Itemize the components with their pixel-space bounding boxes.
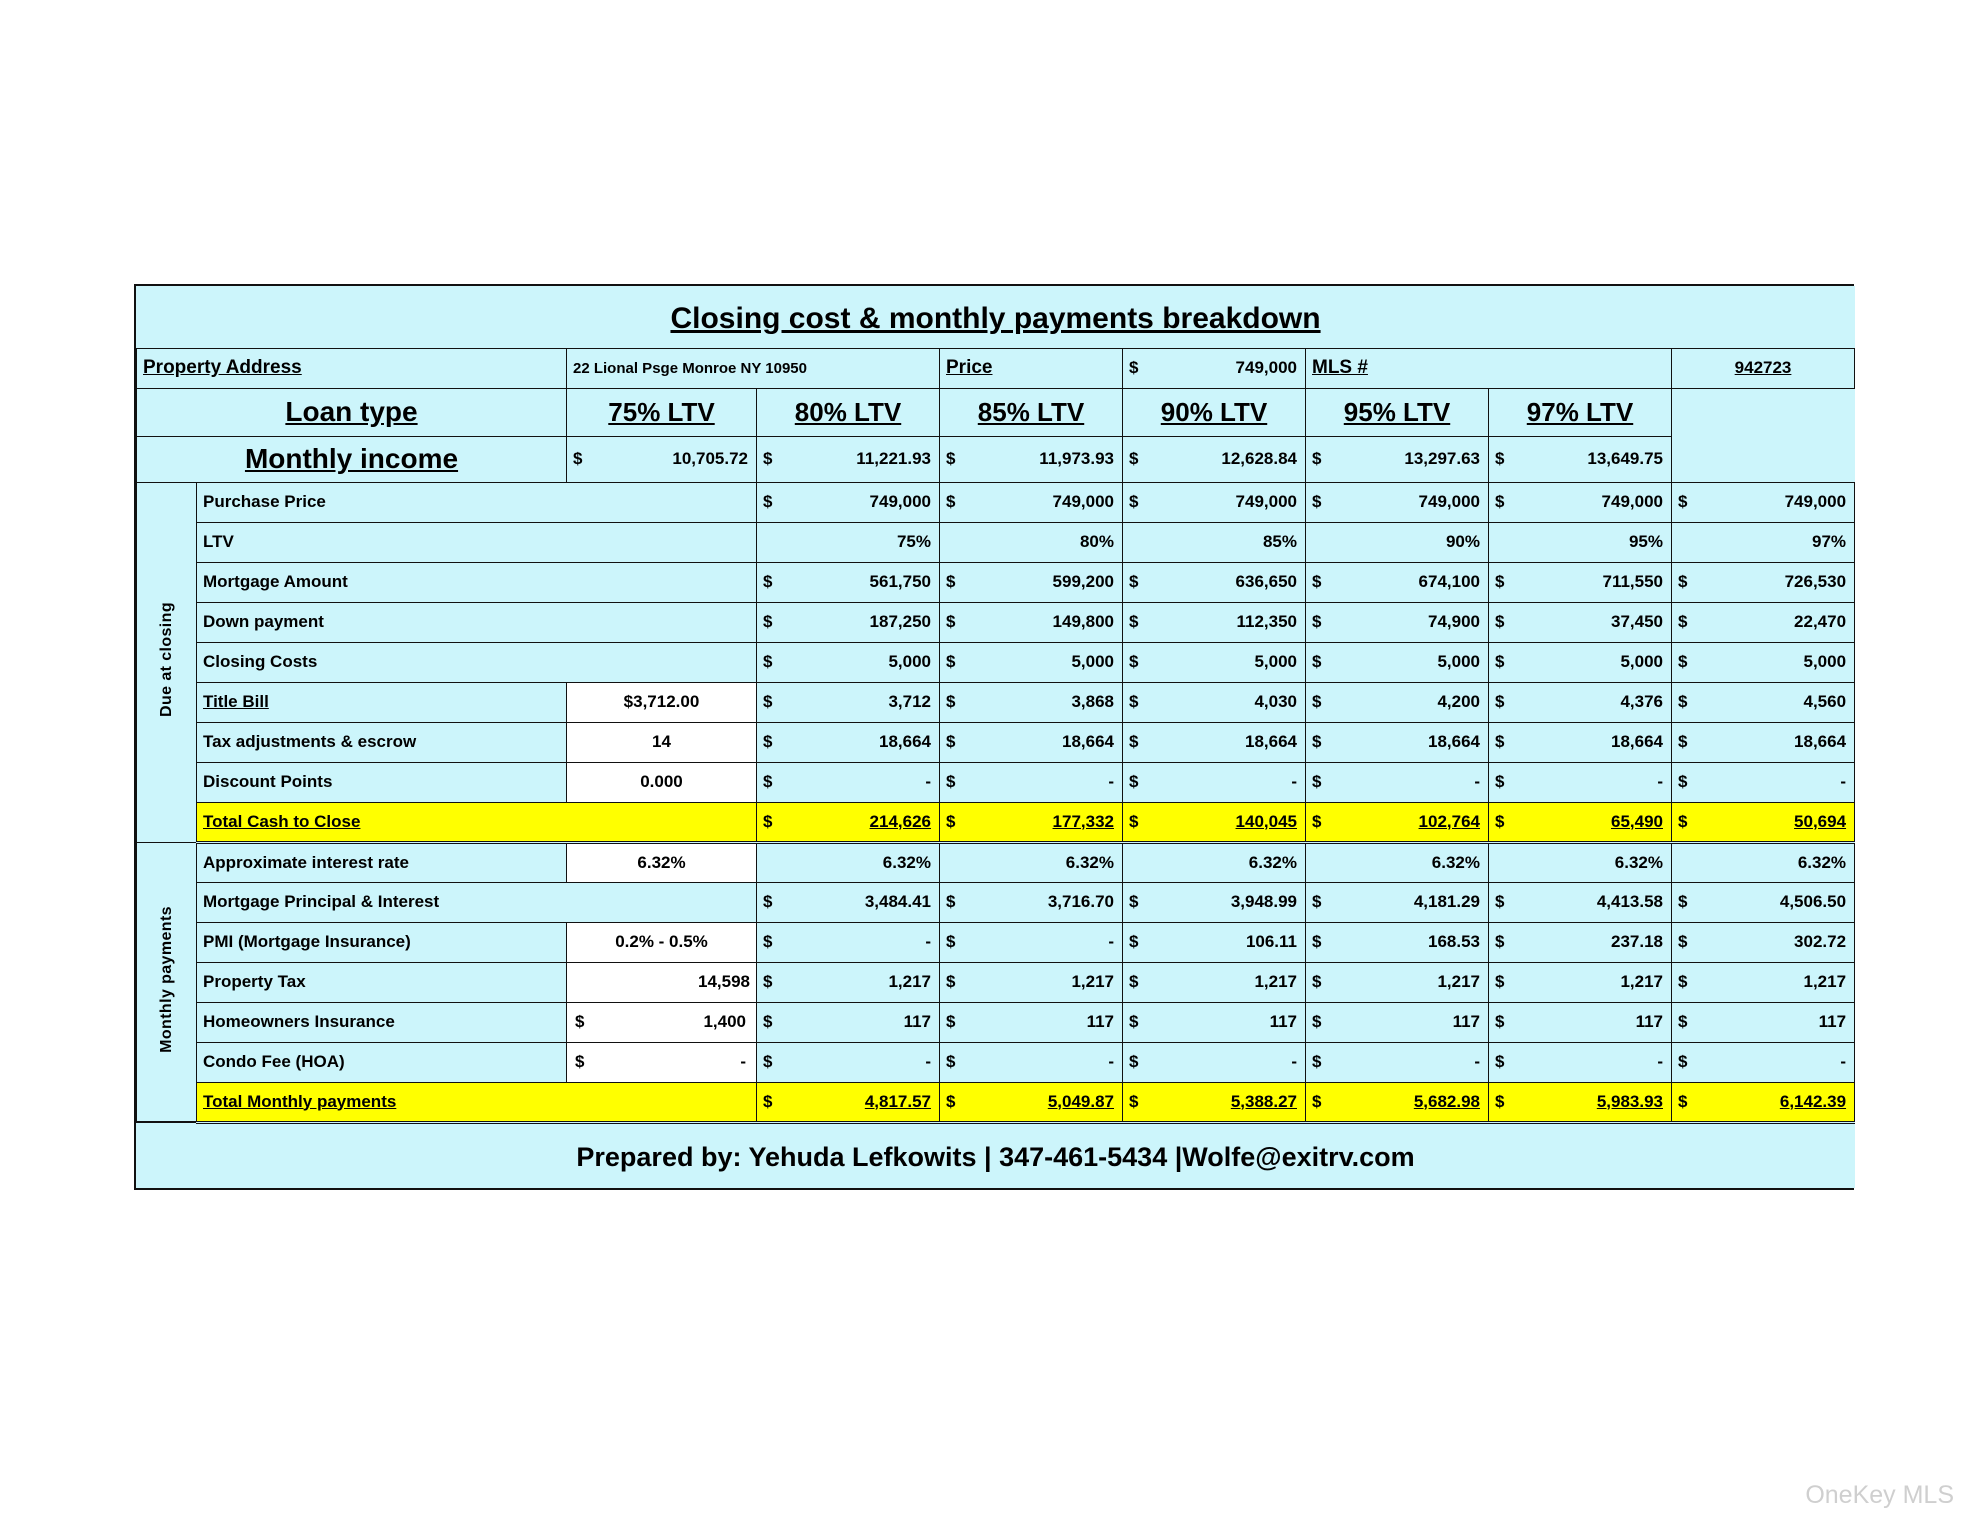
cell-condo-fee-75: $ - (757, 1042, 940, 1082)
cell-purchase-price-95: $ 749,000 (1489, 482, 1672, 522)
cell-property-tax-90: $ 1,217 (1306, 962, 1489, 1002)
row-label-total-cash-to-close: Total Cash to Close (197, 802, 757, 842)
monthly-income-85: $ 11,973.93 (940, 436, 1123, 482)
input-interest-rate[interactable]: 6.32% (567, 842, 757, 882)
property-address-label: Property Address (137, 348, 567, 388)
cell-total-cash-97: $ 50,694 (1672, 802, 1855, 842)
table-row (137, 682, 1855, 722)
table-row (137, 922, 1855, 962)
cell-principal-interest-90: $ 4,181.29 (1306, 882, 1489, 922)
cell-ltv-80: 80% (940, 522, 1123, 562)
monthly-income-97: $ 13,649.75 (1489, 436, 1672, 482)
row-label-discount-points: Discount Points (197, 762, 567, 802)
cell-ltv-75: 75% (757, 522, 940, 562)
cell-homeowners-insurance-97: $ 117 (1672, 1002, 1855, 1042)
column-header-95: 95% LTV (1306, 388, 1489, 436)
column-header-85: 85% LTV (940, 388, 1123, 436)
loan-type-label: Loan type (137, 388, 567, 436)
cell-discount-points-85: $ - (1123, 762, 1306, 802)
property-address-value: 22 Lional Psge Monroe NY 10950 (567, 348, 940, 388)
cell-mortgage-amount-85: $ 636,650 (1123, 562, 1306, 602)
cell-total-monthly-85: $ 5,388.27 (1123, 1082, 1306, 1122)
table-row (137, 1042, 1855, 1082)
cell-pmi-75: $ - (757, 922, 940, 962)
cell-mortgage-amount-80: $ 599,200 (940, 562, 1123, 602)
breakdown-table (136, 286, 1855, 1188)
cell-pmi-90: $ 168.53 (1306, 922, 1489, 962)
cell-purchase-price-90: $ 749,000 (1306, 482, 1489, 522)
table-row (137, 842, 1855, 882)
table-row (137, 642, 1855, 682)
row-label-down-payment: Down payment (197, 602, 757, 642)
row-label-title-bill[interactable]: Title Bill (197, 682, 567, 722)
cell-total-monthly-97: $ 6,142.39 (1672, 1082, 1855, 1122)
cell-closing-costs-90: $ 5,000 (1306, 642, 1489, 682)
input-tax-adjustments[interactable]: 14 (567, 722, 757, 762)
cell-down-payment-75: $ 187,250 (757, 602, 940, 642)
row-label-ltv: LTV (197, 522, 757, 562)
cell-tax-adjustments-75: $ 18,664 (757, 722, 940, 762)
cell-principal-interest-80: $ 3,716.70 (940, 882, 1123, 922)
cell-tax-adjustments-97: $ 18,664 (1672, 722, 1855, 762)
cell-total-cash-95: $ 65,490 (1489, 802, 1672, 842)
due-at-closing-caption: Due at closing (137, 482, 197, 842)
loan-type-row (137, 388, 1855, 436)
monthly-payments-caption: Monthly payments (137, 842, 197, 1122)
cell-property-tax-80: $ 1,217 (940, 962, 1123, 1002)
monthly-income-95: $ 13,297.63 (1306, 436, 1489, 482)
cell-ltv-95: 95% (1489, 522, 1672, 562)
cell-pmi-97: $ 302.72 (1672, 922, 1855, 962)
cell-title-bill-80: $ 3,868 (940, 682, 1123, 722)
row-label-total-monthly: Total Monthly payments (197, 1082, 757, 1122)
price-value: $ 749,000 (1123, 348, 1306, 388)
cell-mortgage-amount-75: $ 561,750 (757, 562, 940, 602)
cell-property-tax-97: $ 1,217 (1672, 962, 1855, 1002)
cell-total-monthly-80: $ 5,049.87 (940, 1082, 1123, 1122)
title-row (137, 286, 1855, 348)
cell-tax-adjustments-95: $ 18,664 (1489, 722, 1672, 762)
table-row (137, 762, 1855, 802)
cell-closing-costs-80: $ 5,000 (940, 642, 1123, 682)
cell-principal-interest-75: $ 3,484.41 (757, 882, 940, 922)
cell-property-tax-75: $ 1,217 (757, 962, 940, 1002)
input-pmi-range[interactable]: 0.2% - 0.5% (567, 922, 757, 962)
cell-purchase-price-85: $ 749,000 (1123, 482, 1306, 522)
cell-title-bill-97: $ 4,560 (1672, 682, 1855, 722)
cell-property-tax-85: $ 1,217 (1123, 962, 1306, 1002)
cell-total-cash-75: $ 214,626 (757, 802, 940, 842)
table-row (137, 722, 1855, 762)
row-label-property-tax: Property Tax (197, 962, 567, 1002)
cell-discount-points-75: $ - (757, 762, 940, 802)
cell-total-cash-90: $ 102,764 (1306, 802, 1489, 842)
cell-ltv-85: 85% (1123, 522, 1306, 562)
cell-homeowners-insurance-90: $ 117 (1306, 1002, 1489, 1042)
row-label-purchase-price: Purchase Price (197, 482, 757, 522)
column-header-90: 90% LTV (1123, 388, 1306, 436)
cell-closing-costs-97: $ 5,000 (1672, 642, 1855, 682)
cell-ltv-97: 97% (1672, 522, 1855, 562)
watermark: OneKey MLS (1805, 1481, 1954, 1509)
total-monthly-payments-row (137, 1082, 1855, 1122)
cell-discount-points-90: $ - (1306, 762, 1489, 802)
row-label-homeowners-insurance: Homeowners Insurance (197, 1002, 567, 1042)
total-cash-to-close-row (137, 802, 1855, 842)
cell-purchase-price-97: $ 749,000 (1672, 482, 1855, 522)
cell-pmi-80: $ - (940, 922, 1123, 962)
cell-condo-fee-80: $ - (940, 1042, 1123, 1082)
cell-homeowners-insurance-75: $ 117 (757, 1002, 940, 1042)
cell-pmi-95: $ 237.18 (1489, 922, 1672, 962)
cell-down-payment-95: $ 37,450 (1489, 602, 1672, 642)
document-title: Closing cost & monthly payments breakdown (137, 286, 1855, 348)
price-label: Price (940, 348, 1123, 388)
row-label-mortgage-amount: Mortgage Amount (197, 562, 757, 602)
monthly-income-75: $ 10,705.72 (567, 436, 757, 482)
cell-closing-costs-75: $ 5,000 (757, 642, 940, 682)
table-row (137, 882, 1855, 922)
cell-property-tax-95: $ 1,217 (1489, 962, 1672, 1002)
closing-cost-sheet (134, 284, 1854, 1190)
cell-condo-fee-85: $ - (1123, 1042, 1306, 1082)
row-label-principal-interest: Mortgage Principal & Interest (197, 882, 757, 922)
cell-interest-rate-97: 6.32% (1672, 842, 1855, 882)
row-label-interest-rate: Approximate interest rate (197, 842, 567, 882)
table-row (137, 602, 1855, 642)
cell-principal-interest-85: $ 3,948.99 (1123, 882, 1306, 922)
cell-mortgage-amount-95: $ 711,550 (1489, 562, 1672, 602)
cell-interest-rate-75: 6.32% (757, 842, 940, 882)
row-label-tax-adjustments: Tax adjustments & escrow (197, 722, 567, 762)
cell-discount-points-80: $ - (940, 762, 1123, 802)
cell-mortgage-amount-97: $ 726,530 (1672, 562, 1855, 602)
cell-title-bill-85: $ 4,030 (1123, 682, 1306, 722)
cell-principal-interest-97: $ 4,506.50 (1672, 882, 1855, 922)
monthly-income-label: Monthly income (137, 436, 567, 482)
cell-down-payment-85: $ 112,350 (1123, 602, 1306, 642)
cell-condo-fee-95: $ - (1489, 1042, 1672, 1082)
cell-total-monthly-95: $ 5,983.93 (1489, 1082, 1672, 1122)
cell-principal-interest-95: $ 4,413.58 (1489, 882, 1672, 922)
row-label-closing-costs: Closing Costs (197, 642, 757, 682)
cell-total-cash-80: $ 177,332 (940, 802, 1123, 842)
monthly-income-90: $ 12,628.84 (1123, 436, 1306, 482)
table-row (137, 562, 1855, 602)
cell-condo-fee-90: $ - (1306, 1042, 1489, 1082)
cell-mortgage-amount-90: $ 674,100 (1306, 562, 1489, 602)
input-property-tax-annual[interactable]: 14,598 (567, 962, 757, 1002)
table-row (137, 1002, 1855, 1042)
cell-discount-points-95: $ - (1489, 762, 1672, 802)
cell-homeowners-insurance-85: $ 117 (1123, 1002, 1306, 1042)
column-header-75: 75% LTV (567, 388, 757, 436)
property-header-row (137, 348, 1855, 388)
footer-row (137, 1122, 1855, 1188)
cell-homeowners-insurance-95: $ 117 (1489, 1002, 1672, 1042)
cell-down-payment-90: $ 74,900 (1306, 602, 1489, 642)
input-discount-points[interactable]: 0.000 (567, 762, 757, 802)
input-title-bill[interactable]: $3,712.00 (567, 682, 757, 722)
cell-interest-rate-80: 6.32% (940, 842, 1123, 882)
cell-ltv-90: 90% (1306, 522, 1489, 562)
input-homeowners-insurance[interactable]: $ 1,400 (567, 1002, 757, 1042)
prepared-by-footer: Prepared by: Yehuda Lefkowits | 347-461-5434 |Wolfe@exitrv.com (137, 1122, 1855, 1188)
column-header-80: 80% LTV (757, 388, 940, 436)
cell-purchase-price-75: $ 749,000 (757, 482, 940, 522)
cell-tax-adjustments-85: $ 18,664 (1123, 722, 1306, 762)
cell-total-monthly-90: $ 5,682.98 (1306, 1082, 1489, 1122)
cell-tax-adjustments-80: $ 18,664 (940, 722, 1123, 762)
cell-interest-rate-90: 6.32% (1306, 842, 1489, 882)
cell-down-payment-97: $ 22,470 (1672, 602, 1855, 642)
cell-title-bill-95: $ 4,376 (1489, 682, 1672, 722)
cell-purchase-price-80: $ 749,000 (940, 482, 1123, 522)
column-header-97: 97% LTV (1489, 388, 1672, 436)
cell-pmi-85: $ 106.11 (1123, 922, 1306, 962)
cell-interest-rate-85: 6.32% (1123, 842, 1306, 882)
cell-title-bill-75: $ 3,712 (757, 682, 940, 722)
table-row (137, 482, 1855, 522)
cell-total-monthly-75: $ 4,817.57 (757, 1082, 940, 1122)
cell-interest-rate-95: 6.32% (1489, 842, 1672, 882)
cell-discount-points-97: $ - (1672, 762, 1855, 802)
cell-title-bill-90: $ 4,200 (1306, 682, 1489, 722)
table-row (137, 962, 1855, 1002)
cell-tax-adjustments-90: $ 18,664 (1306, 722, 1489, 762)
row-label-pmi: PMI (Mortgage Insurance) (197, 922, 567, 962)
input-condo-fee[interactable]: $ - (567, 1042, 757, 1082)
cell-closing-costs-95: $ 5,000 (1489, 642, 1672, 682)
cell-down-payment-80: $ 149,800 (940, 602, 1123, 642)
cell-total-cash-85: $ 140,045 (1123, 802, 1306, 842)
mls-number-link[interactable]: 942723 (1672, 348, 1855, 388)
mls-label: MLS # (1306, 348, 1672, 388)
cell-homeowners-insurance-80: $ 117 (940, 1002, 1123, 1042)
monthly-income-row (137, 436, 1855, 482)
cell-condo-fee-97: $ - (1672, 1042, 1855, 1082)
cell-closing-costs-85: $ 5,000 (1123, 642, 1306, 682)
row-label-condo-fee: Condo Fee (HOA) (197, 1042, 567, 1082)
monthly-income-80: $ 11,221.93 (757, 436, 940, 482)
table-row (137, 522, 1855, 562)
